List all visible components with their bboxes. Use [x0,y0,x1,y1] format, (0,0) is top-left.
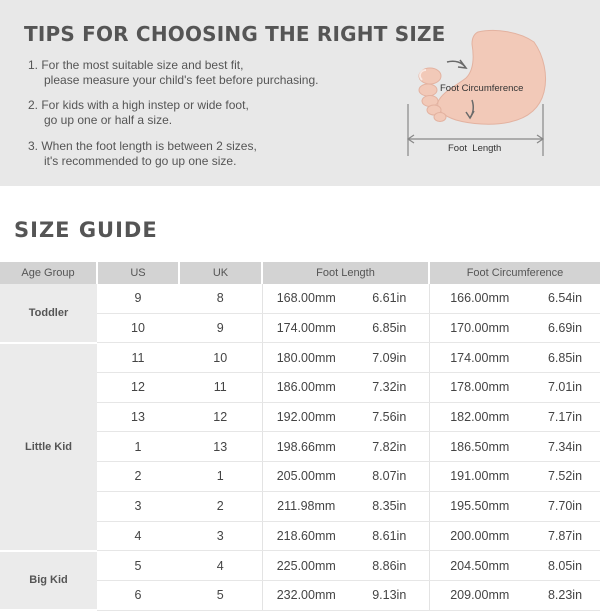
table-row [0,551,600,581]
foot-length-mm: 186.00mm [262,373,350,403]
foot-length-in: 8.07in [350,462,429,492]
foot-length-in: 6.61in [350,284,429,313]
us-size: 13 [97,402,179,432]
us-size: 12 [97,373,179,403]
foot-circ-in: 7.34in [530,432,600,462]
header-us: US [97,262,179,284]
foot-circ-mm: 209.00mm [429,580,530,610]
foot-circ-in: 8.23in [530,580,600,610]
tips-title: TIPS FOR CHOOSING THE RIGHT SIZE [24,22,446,46]
foot-circ-mm: 170.00mm [429,313,530,343]
uk-size: 8 [179,284,262,313]
header-uk: UK [179,262,262,284]
size-guide-table [0,262,600,611]
foot-circumference-label: Foot Circumference [440,83,524,94]
us-size: 1 [97,432,179,462]
uk-size: 2 [179,491,262,521]
foot-length-mm: 232.00mm [262,580,350,610]
age-group-little-kid: Little Kid [0,343,97,551]
foot-circ-in: 7.17in [530,402,600,432]
foot-length-label: Foot Length [448,143,502,154]
toe-2 [419,84,437,96]
foot-length-mm: 180.00mm [262,343,350,373]
foot-length-in: 7.32in [350,373,429,403]
tip-3-line2: it's recommended to go up one size. [44,154,237,168]
uk-size: 1 [179,462,262,492]
tip-3-line1: 3. When the foot length is between 2 sizes, [28,139,257,153]
tip-1 [28,58,318,88]
foot-length-mm: 205.00mm [262,462,350,492]
foot-circ-in: 8.05in [530,551,600,581]
uk-size: 4 [179,551,262,581]
foot-length-in: 7.09in [350,343,429,373]
foot-circ-in: 7.52in [530,462,600,492]
table-header-row [0,262,600,284]
foot-circ-mm: 200.00mm [429,521,530,551]
uk-size: 10 [179,343,262,373]
foot-circ-mm: 195.50mm [429,491,530,521]
tip-1-line1: 1. For the most suitable size and best fit, [28,58,244,72]
us-size: 11 [97,343,179,373]
foot-circ-mm: 174.00mm [429,343,530,373]
foot-illustration [438,30,546,124]
table-row [0,343,600,373]
age-group-big-kid: Big Kid [0,551,97,610]
foot-length-in: 8.35in [350,491,429,521]
foot-length-in: 6.85in [350,313,429,343]
foot-circ-mm: 186.50mm [429,432,530,462]
foot-circ-in: 6.54in [530,284,600,313]
foot-circ-in: 7.87in [530,521,600,551]
foot-length-mm: 174.00mm [262,313,350,343]
us-size: 2 [97,462,179,492]
foot-length-mm: 225.00mm [262,551,350,581]
header-foot-length: Foot Length [262,262,429,284]
foot-length-mm: 198.66mm [262,432,350,462]
foot-length-in: 8.86in [350,551,429,581]
foot-circ-in: 7.70in [530,491,600,521]
foot-circ-in: 6.69in [530,313,600,343]
header-age-group: Age Group [0,262,97,284]
us-size: 3 [97,491,179,521]
table-row [0,284,600,313]
toe-5 [434,113,446,122]
foot-length-in: 9.13in [350,580,429,610]
foot-circ-in: 7.01in [530,373,600,403]
foot-circ-mm: 182.00mm [429,402,530,432]
foot-length-in: 7.82in [350,432,429,462]
tips-section [0,0,600,186]
foot-length-mm: 168.00mm [262,284,350,313]
foot-length-in: 7.56in [350,402,429,432]
foot-circ-in: 6.85in [530,343,600,373]
foot-circ-mm: 178.00mm [429,373,530,403]
uk-size: 11 [179,373,262,403]
tip-2-line1: 2. For kids with a high instep or wide foot, [28,98,249,112]
uk-size: 13 [179,432,262,462]
tip-2-line2: go up one or half a size. [44,113,173,127]
foot-length-mm: 211.98mm [262,491,350,521]
tip-3 [28,139,257,169]
foot-circ-mm: 191.00mm [429,462,530,492]
uk-size: 12 [179,402,262,432]
foot-circ-mm: 204.50mm [429,551,530,581]
foot-circ-mm: 166.00mm [429,284,530,313]
age-group-toddler: Toddler [0,284,97,343]
us-size: 6 [97,580,179,610]
foot-length-mm: 218.60mm [262,521,350,551]
header-foot-circumference: Foot Circumference [429,262,600,284]
section-gap [0,186,600,200]
us-size: 4 [97,521,179,551]
foot-length-mm: 192.00mm [262,402,350,432]
us-size: 5 [97,551,179,581]
us-size: 9 [97,284,179,313]
uk-size: 3 [179,521,262,551]
uk-size: 9 [179,313,262,343]
us-size: 10 [97,313,179,343]
tip-1-line2: please measure your child's feet before purchasing. [44,73,319,87]
foot-length-in: 8.61in [350,521,429,551]
uk-size: 5 [179,580,262,610]
tip-2 [28,98,249,128]
foot-diagram [400,26,555,158]
size-guide-title: SIZE GUIDE [14,218,158,242]
